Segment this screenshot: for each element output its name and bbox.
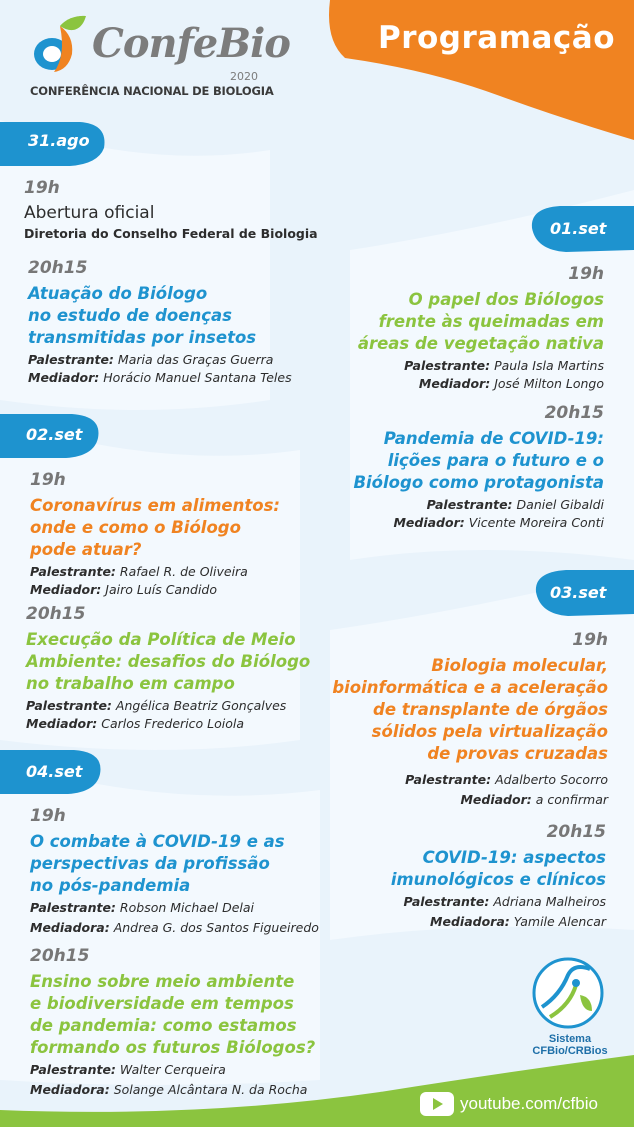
session-time: 19h xyxy=(24,178,60,198)
youtube-link[interactable]: youtube.com/cfbio xyxy=(460,1094,598,1113)
session-02set-20h15 xyxy=(26,604,310,733)
session-mediator xyxy=(353,514,604,532)
session-title: Execução da Política de Meio Ambiente: desafios do Biólogo no trabalho em campo xyxy=(26,630,311,693)
session-speaker xyxy=(391,893,606,911)
session-mediator xyxy=(391,913,606,931)
speaker-name: Daniel Gibaldi xyxy=(516,497,604,512)
mediator-name: Jairo Luís Candido xyxy=(105,582,218,597)
speaker-label: Palestrante: xyxy=(30,564,116,579)
mediator-label: Mediadora: xyxy=(30,920,110,935)
speaker-label: Palestrante: xyxy=(30,900,116,915)
mediator-label: Mediador: xyxy=(30,582,102,597)
session-speaker xyxy=(353,496,604,514)
session-mediator xyxy=(332,791,608,809)
session-title: Coronavírus em alimentos: onde e como o Biólogo pode atuar? xyxy=(30,496,281,559)
session-speaker xyxy=(358,357,604,375)
cfbio-system-label: Sistema CFBio/CRBios xyxy=(532,1033,608,1057)
mediator-name: José Milton Longo xyxy=(494,376,604,391)
date-pill-04set: 04.set xyxy=(26,762,83,781)
mediator-label: Mediadora: xyxy=(30,1082,110,1097)
logo-text: ConfeBio xyxy=(92,20,290,67)
session-03set-19h xyxy=(332,630,608,809)
session-title: O papel dos Biólogos frente às queimadas em áreas de vegetação nativa xyxy=(357,290,604,353)
date-pill-02set: 02.set xyxy=(26,425,83,444)
session-mediator xyxy=(358,375,604,393)
session-time: 20h15 xyxy=(26,604,86,624)
session-title: COVID-19: aspectos imunológicos e clínicos xyxy=(390,848,606,889)
session-title: O combate à COVID-19 e as perspectivas da profissão no pós-pandemia xyxy=(30,832,285,895)
speaker-label: Palestrante: xyxy=(30,1062,116,1077)
speaker-name: Adriana Malheiros xyxy=(493,894,606,909)
session-subtitle: Diretoria do Conselho Federal de Biologia xyxy=(24,226,318,241)
session-title: Abertura oficial xyxy=(24,203,155,223)
session-time: 20h15 xyxy=(28,258,88,278)
speaker-label: Palestrante: xyxy=(26,698,112,713)
session-speaker xyxy=(30,899,319,917)
mediator-label: Mediador: xyxy=(28,370,100,385)
speaker-label: Palestrante: xyxy=(405,772,492,787)
session-mediator xyxy=(30,919,319,937)
session-mediator xyxy=(30,1081,315,1099)
speaker-name: Paula Isla Martins xyxy=(494,358,604,373)
session-title: Biologia molecular, bioinformática e a aceleração de transplante de órgãos sólidos pela virtualização de provas cruzadas xyxy=(332,656,608,763)
speaker-label: Palestrante: xyxy=(28,352,114,367)
mediator-label: Mediador: xyxy=(393,515,465,530)
mediator-name: Horácio Manuel Santana Teles xyxy=(103,370,292,385)
mediator-name: Yamile Alencar xyxy=(513,914,606,929)
speaker-name: Angélica Beatriz Gonçalves xyxy=(115,698,287,713)
speaker-name: Maria das Graças Guerra xyxy=(117,352,274,367)
confebio-logo-icon xyxy=(30,10,88,78)
session-title: Ensino sobre meio ambiente e biodiversidade em tempos de pandemia: como estamos formando os futuros Biólogos? xyxy=(30,972,316,1057)
session-speaker xyxy=(26,697,310,715)
cfbio-system-logo-icon xyxy=(530,955,606,1033)
mediator-label: Mediador: xyxy=(418,376,491,391)
session-04set-20h15 xyxy=(30,946,315,1099)
speaker-label: Palestrante: xyxy=(426,497,513,512)
youtube-icon[interactable] xyxy=(420,1092,454,1116)
session-time: 19h xyxy=(30,806,66,826)
session-time: 20h15 xyxy=(30,946,90,966)
session-title: Pandemia de COVID-19: lições para o futuro e o Biólogo como protagonista xyxy=(353,429,604,492)
date-pill-03set: 03.set xyxy=(550,583,607,602)
page-title: Programação xyxy=(378,20,616,56)
session-mediator xyxy=(28,369,292,387)
session-mediator xyxy=(26,715,310,733)
speaker-name: Rafael R. de Oliveira xyxy=(119,564,248,579)
session-04set-19h xyxy=(30,806,319,937)
logo-subtitle: CONFERÊNCIA NACIONAL DE BIOLOGIA xyxy=(30,84,274,98)
mediator-name: a confirmar xyxy=(535,792,608,807)
session-31ago-19h xyxy=(24,178,318,241)
session-time: 20h15 xyxy=(544,403,604,423)
session-speaker xyxy=(30,563,280,581)
session-title: Atuação do Biólogo no estudo de doenças transmitidas por insetos xyxy=(28,284,257,347)
session-speaker xyxy=(30,1061,315,1079)
session-01set-19h xyxy=(358,264,604,393)
session-time: 19h xyxy=(568,264,604,284)
session-speaker xyxy=(28,351,292,369)
session-02set-19h xyxy=(30,470,280,599)
speaker-name: Adalberto Socorro xyxy=(495,772,608,787)
mediator-label: Mediadora: xyxy=(430,914,510,929)
mediator-label: Mediador: xyxy=(460,792,532,807)
speaker-label: Palestrante: xyxy=(404,358,491,373)
session-01set-20h15 xyxy=(353,403,604,532)
mediator-label: Mediador: xyxy=(26,716,98,731)
date-pill-01set: 01.set xyxy=(550,219,607,238)
session-time: 19h xyxy=(30,470,66,490)
session-time: 19h xyxy=(572,630,608,650)
mediator-name: Vicente Moreira Conti xyxy=(468,515,604,530)
speaker-name: Robson Michael Delai xyxy=(119,900,255,915)
mediator-name: Carlos Frederico Loiola xyxy=(101,716,245,731)
session-time: 20h15 xyxy=(546,822,606,842)
session-speaker xyxy=(332,771,608,789)
mediator-name: Andrea G. dos Santos Figueiredo xyxy=(113,920,319,935)
mediator-name: Solange Alcântara N. da Rocha xyxy=(113,1082,308,1097)
session-mediator xyxy=(30,581,280,599)
session-31ago-20h15 xyxy=(28,258,292,387)
speaker-name: Walter Cerqueira xyxy=(119,1062,226,1077)
logo-year: 2020 xyxy=(230,70,258,83)
session-03set-20h15 xyxy=(391,822,606,931)
speaker-label: Palestrante: xyxy=(403,894,490,909)
date-pill-31ago: 31.ago xyxy=(28,131,90,150)
